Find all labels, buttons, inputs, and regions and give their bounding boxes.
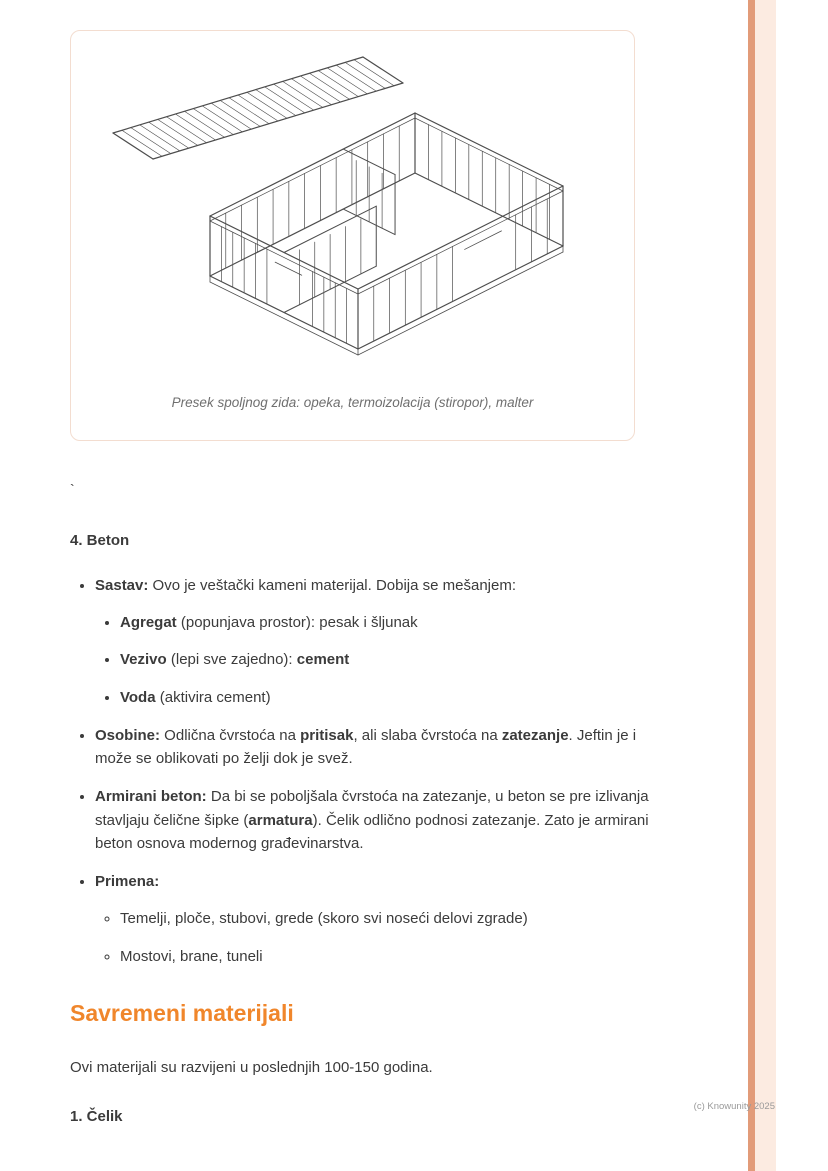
bold-run: Primena: [95,873,160,891]
primena-sublist [95,907,670,968]
text-run: Odlična čvrstoća na [160,726,301,744]
bold-run: Agregat [120,614,177,632]
heading-beton: 4. Beton [70,531,130,549]
isometric-house-frame-illustration [95,41,610,381]
list-item-temelji: ◦ Temelji, ploče, stubovi, grede (skoro svi noseći delovi zgrade) [120,907,670,930]
list-item-osobine [95,724,670,771]
text-run: Ovo je veštački kameni materijal. Dobija se mešanjem: [148,576,517,594]
text-run: . Jeftin je i može se oblikovati po želji dok je svež. [95,726,637,768]
beton-list [70,574,670,968]
bold-run: Vezivo [120,651,167,669]
text-run: (lepi sve zajedno): [166,651,297,669]
text-run: (aktivira cement) [155,688,271,706]
stray-backtick: ` [70,480,75,497]
list-item-vezivo [120,648,670,671]
list-item-armirani [95,785,670,855]
bold-run: Armirani beton: [95,788,207,806]
list-item-agregat [120,611,670,634]
figure-card [70,30,635,441]
bold-run: armatura [248,811,313,829]
list-item-mostovi: ◦ Mostovi, brane, tuneli [120,945,670,968]
bold-run: Sastav: [95,576,149,594]
bold-run: Osobine: [95,726,161,744]
sastav-sublist [95,611,670,709]
heading-celik: 1. Čelik [70,1107,123,1125]
text-run: , ali slaba čvrstoća na [353,726,502,744]
footer-credit: (c) Knowunity 2025 [693,1101,775,1112]
document-content [70,30,670,1128]
bold-run: pritisak [300,726,354,744]
list-item-primena [95,870,670,968]
intro-paragraph: Ovi materijali su razvijeni u poslednjih 100-150 godina. [70,1058,433,1076]
page-edge-band [755,0,776,1171]
list-item-sastav [95,574,670,709]
text-run: ). Čelik odlično podnosi zatezanje. Zato je armirani beton osnova modernog građevinarstva. [95,811,649,852]
bold-run: zatezanje [501,726,569,744]
text-run: (popunjava prostor): pesak i šljunak [176,614,418,632]
page-edge-stripe [748,0,755,1171]
figure-caption: Presek spoljnog zida: opeka, termoizolacija (stiropor), malter [171,395,534,410]
bold-run: Voda [120,688,156,706]
bold-run: cement [296,651,350,669]
text-run: Da bi se poboljšala čvrstoća na zatezanje, u beton se pre izlivanja stavljaju čelične šipke ( [95,788,649,829]
heading-savremeni: Savremeni materijali [70,999,294,1026]
frame-drawing [95,41,610,381]
list-item-voda [120,686,670,709]
